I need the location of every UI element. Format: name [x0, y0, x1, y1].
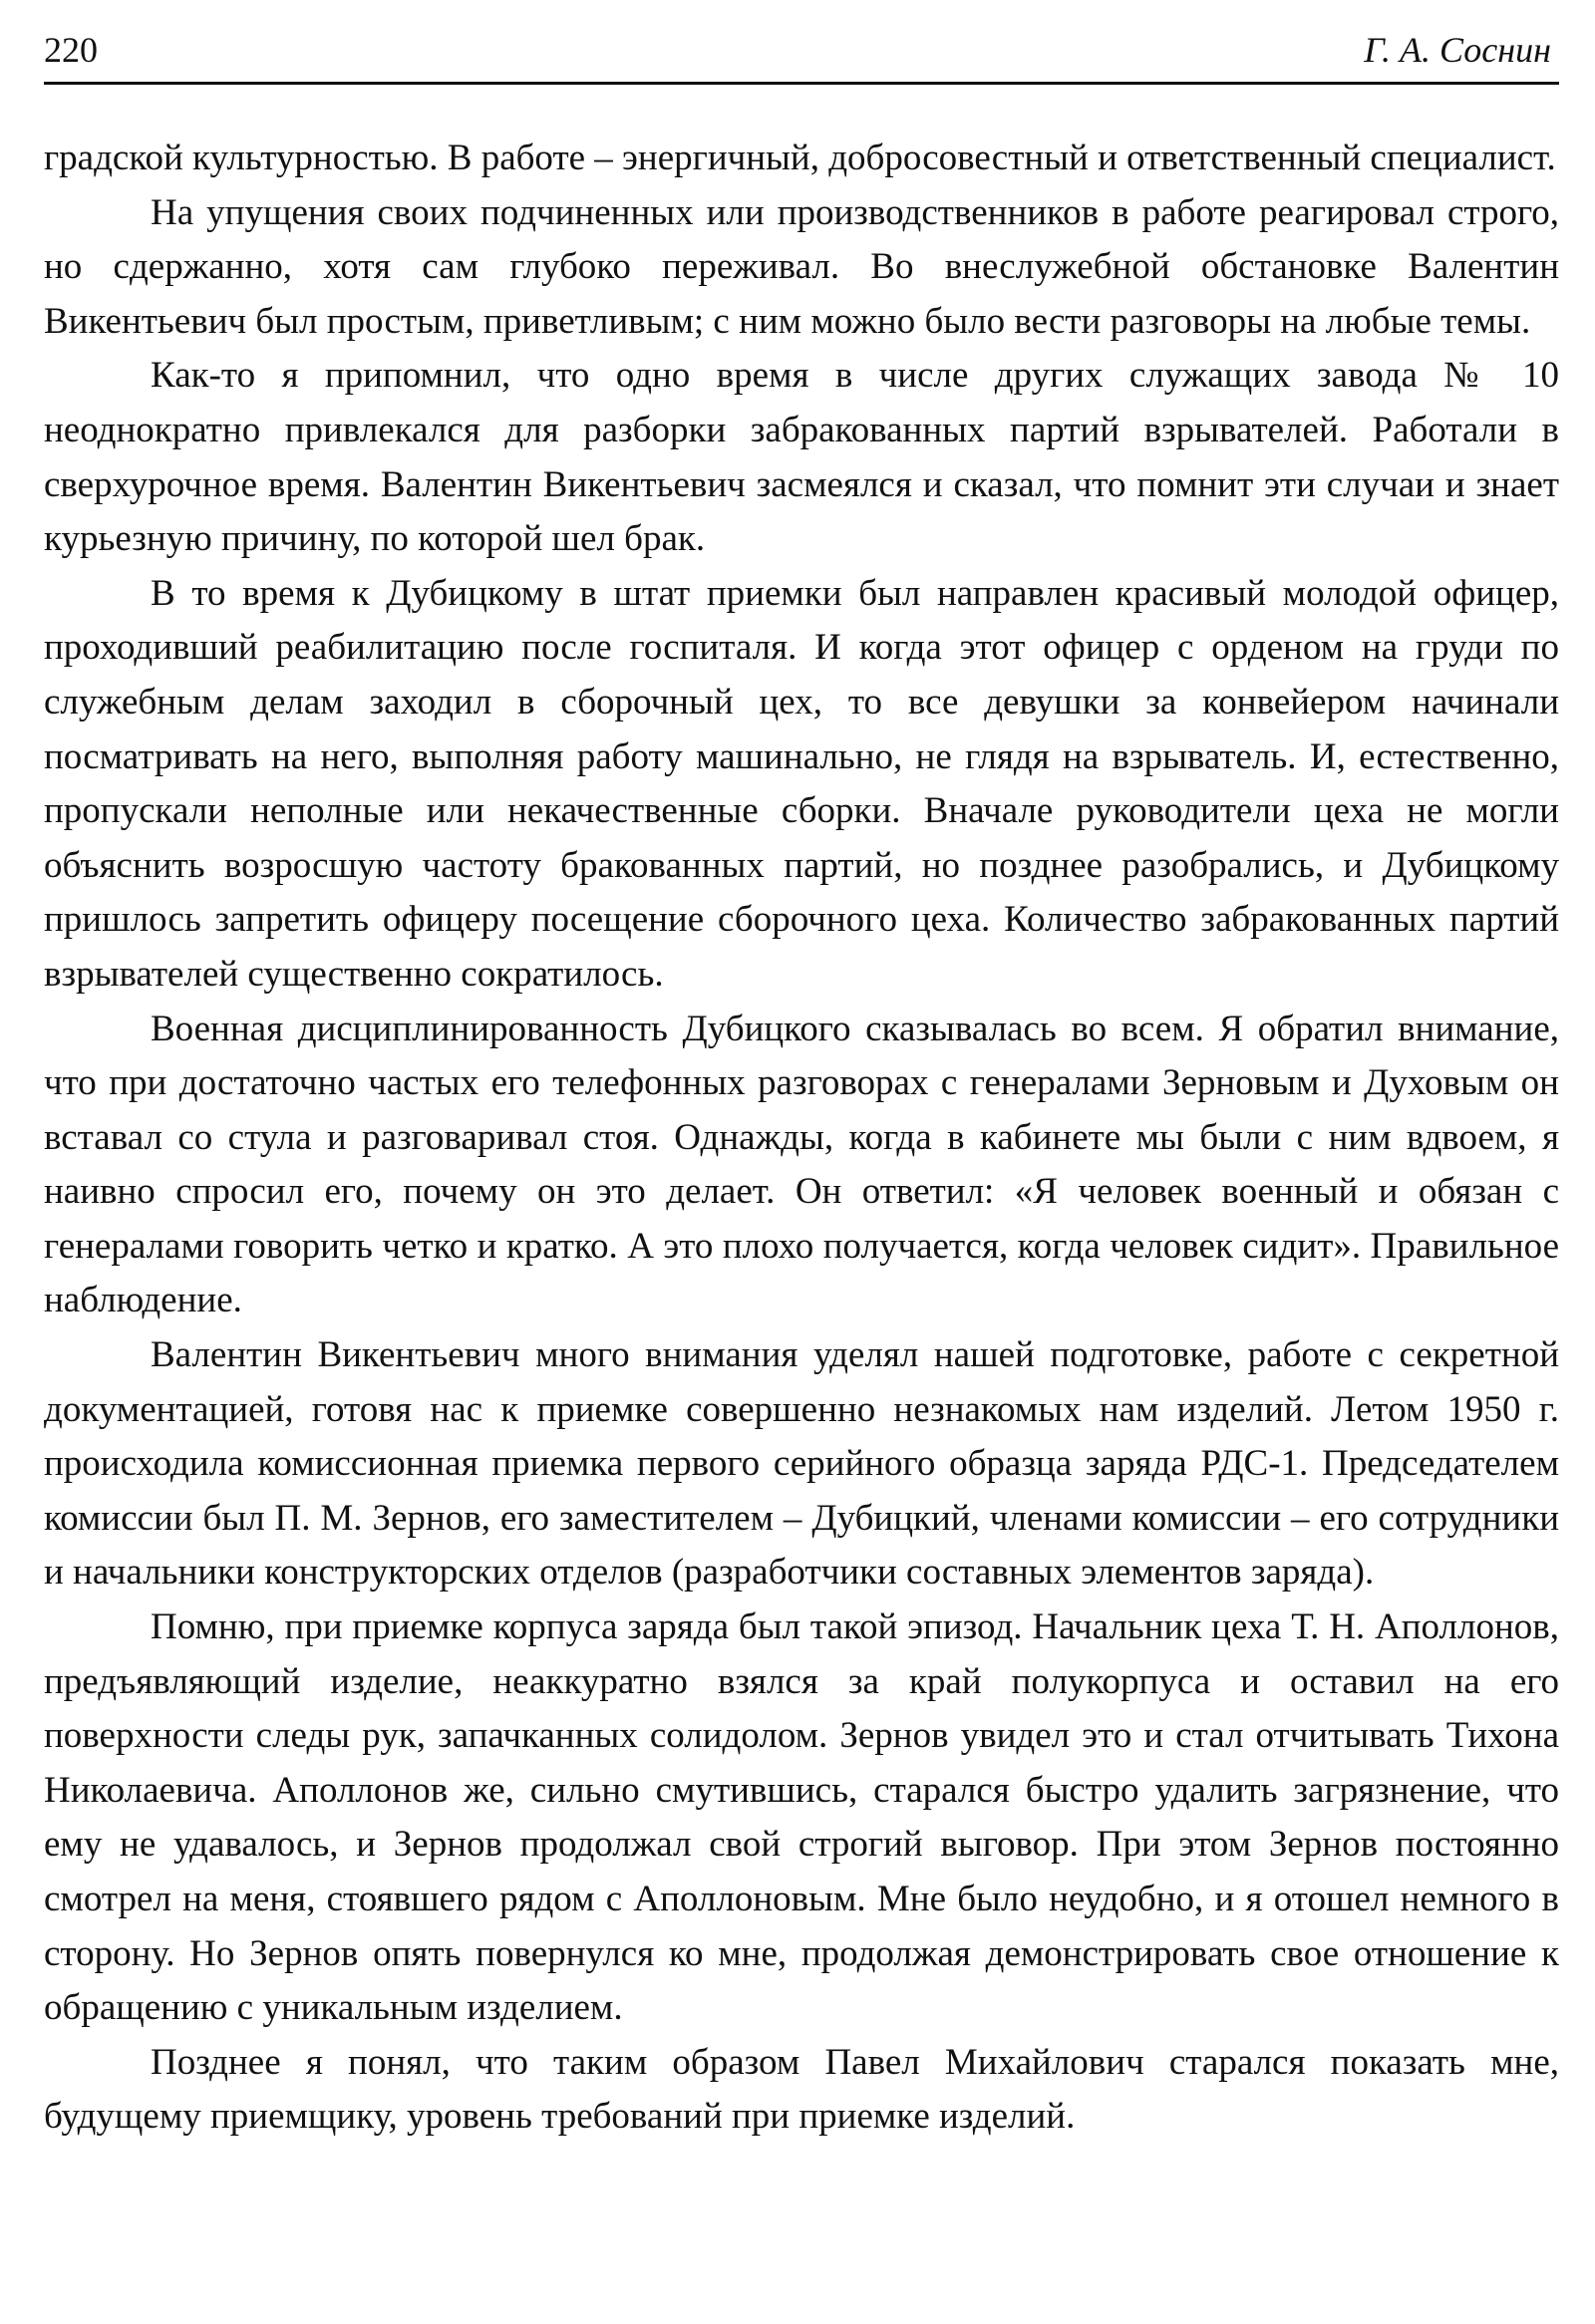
paragraph: Валентин Викентьевич много внимания уделял нашей подготовке, работе с секретной документацией, готовя нас к приемке совершенно незнакомых нам изделий. Летом 1950 г. происходила комиссионная приемка первого серийного образца заряда РДС-1. Председателем комиссии был П. М. Зернов, его заместителем – Дубицкий, членами комиссии – его сотрудники и начальники конструкторских отделов (разработчики составных элементов заряда).	[44, 1334, 1559, 1594]
paragraph: Позднее я понял, что таким образом Павел Михайлович старался показать мне, будущему приемщику, уровень требований при приемке изделий.	[44, 2041, 1559, 2138]
paragraph: Помню, при приемке корпуса заряда был такой эпизод. Начальник цеха Т. Н. Аполлонов, предъявляющий изделие, неаккуратно взялся за край полукорпуса и оставил на его поверхности следы рук, запачканных солидолом. Зернов увидел это и стал отчитывать Тихона Николаевича. Аполлонов же, сильно смутившись, старался быстро удалить загрязнение, что ему не удавалось, и Зернов продолжал свой строгий выговор. При этом Зернов постоянно смотрел на меня, стоявшего рядом с Аполлоновым. Мне было неудобно, и я отошел немного в сторону. Но Зернов опять повернулся ко мне, продолжая демонстрировать свое отношение к обращению с уникальным изделием.	[44, 1606, 1559, 2029]
paragraph: Военная дисциплинированность Дубицкого сказывалась во всем. Я обратил внимание, что при достаточно частых его телефонных разговорах с генералами Зерновым и Духовым он вставал со стула и разговаривал стоя. Однажды, когда в кабинете мы были с ним вдвоем, я наивно спросил его, почему он это делает. Он ответил: «Я человек военный и обязан с генералами говорить четко и кратко. А это плохо получается, когда человек сидит». Правильное наблюдение.	[44, 1008, 1559, 1321]
paragraph: На упущения своих подчиненных или производственников в работе реагировал строго, но сдержанно, хотя сам глубоко переживал. Во внеслужебной обстановке Валентин Викентьевич был простым, приветливым; с ним можно было вести разговоры на любые темы.	[44, 191, 1559, 342]
running-author: Г. А. Соснин	[1364, 30, 1551, 70]
running-header	[44, 22, 1559, 85]
page-number: 220	[44, 30, 98, 70]
paragraph: Как-то я припомнил, что одно время в числе других служащих завода № 10 неоднократно привлекался для разборки забракованных партий взрывателей. Работали в сверхурочное время. Валентин Викентьевич засмеялся и сказал, что помнит эти случаи и знает курьезную причину, по которой шел брак.	[44, 355, 1559, 560]
paragraph: В то время к Дубицкому в штат приемки был направлен красивый молодой офицер, проходивший реабилитацию после госпиталя. И когда этот офицер с орденом на груди по служебным делам заходил в сборочный цех, то все девушки за конвейером начинали посматривать на него, выполняя работу машинально, не глядя на взрыватель. И, естественно, пропускали неполные или некачественные сборки. Вначале руководители цеха не могли объяснить возросшую частоту бракованных партий, но позднее разобрались, и Дубицкому пришлось запретить офицеру посещение сборочного цеха. Количество забракованных партий взрывателей существенно сократилось.	[44, 572, 1559, 995]
paragraph-continuation: градской культурностью. В работе – энергичный, добросовестный и ответственный специалист.	[44, 138, 1556, 178]
body-text	[44, 132, 1559, 2145]
